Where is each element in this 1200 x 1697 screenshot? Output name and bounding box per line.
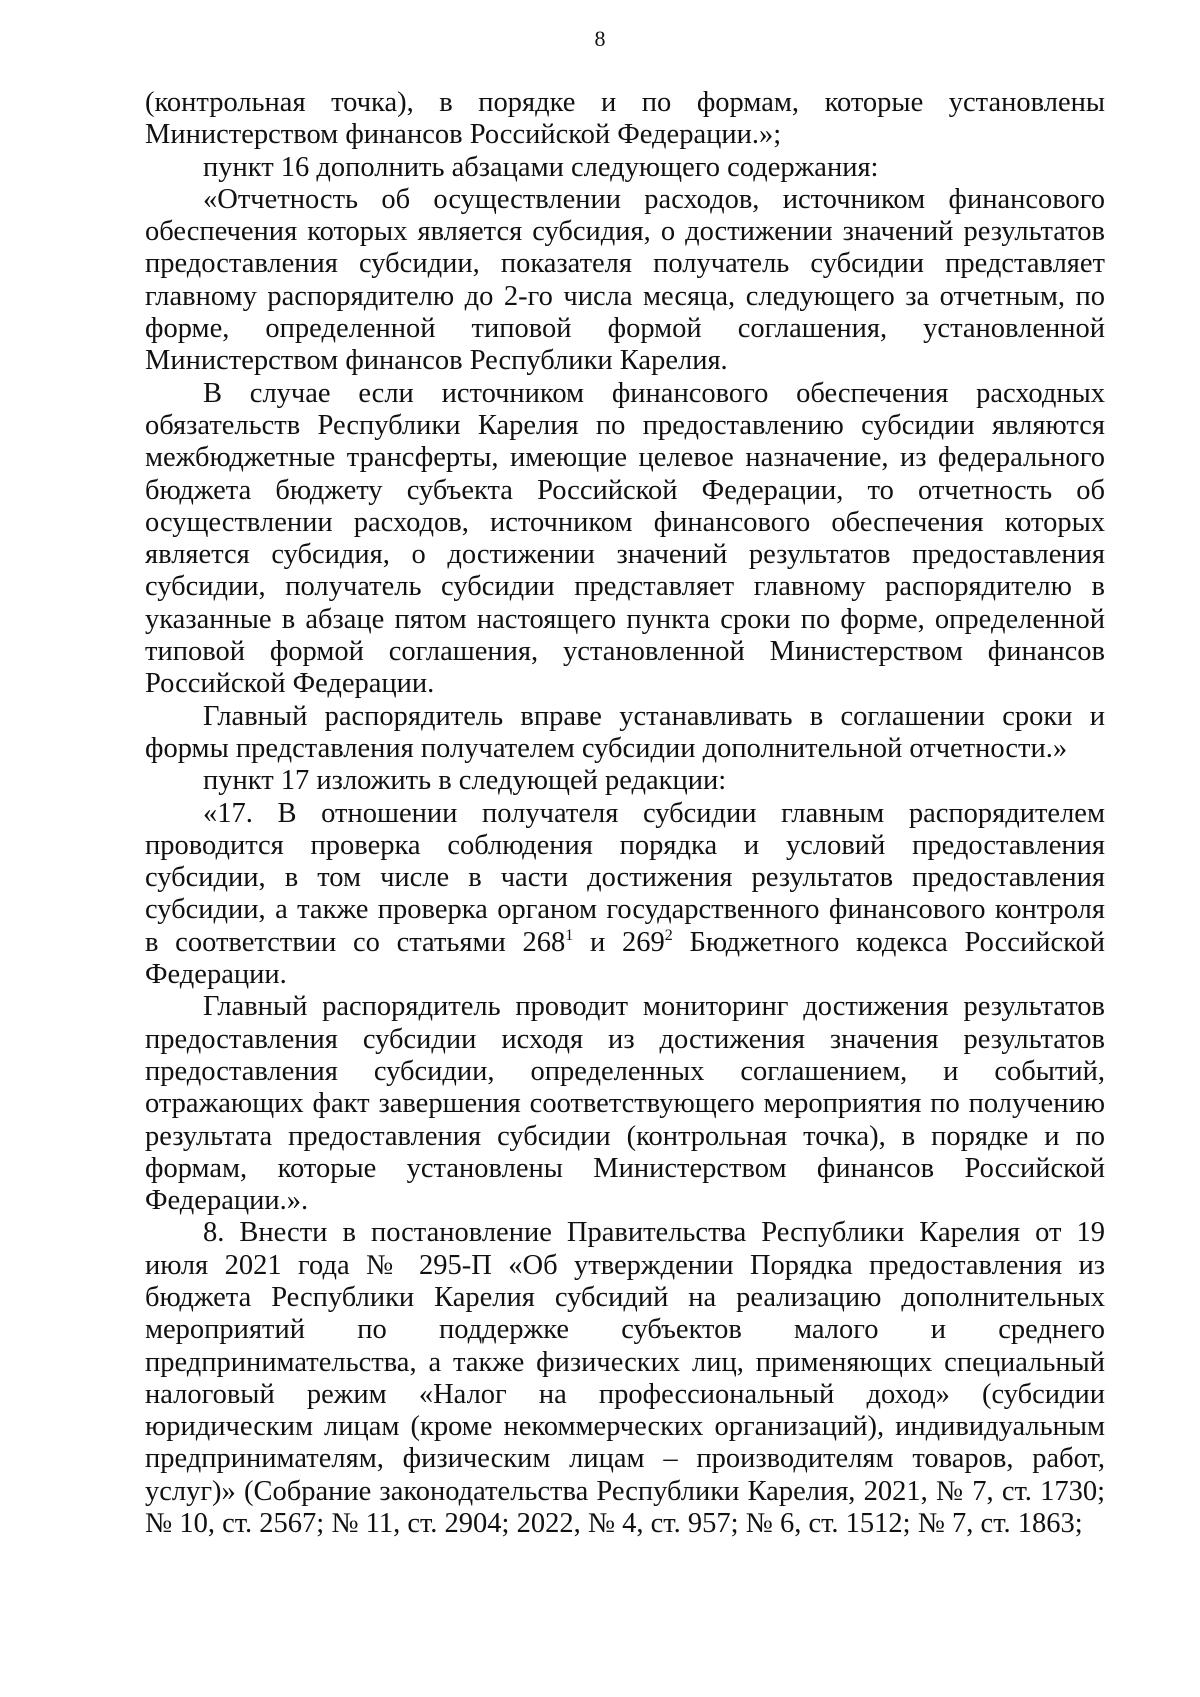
paragraph-6: пункт 17 изложить в следующей редакции: [203,765,727,797]
paragraph-9: 8. Внести в постановление Правительства Республики Карелия от 19 июля 2021 года № 295-П «Об утверждении Порядка предоставления из бюджета Республики Карелия субсидий на реализацию дополнительных мероприятий по поддержке субъектов малого и среднего предпринимательства, а также физических лиц, применяющих специальный налоговый режим «Налог на профессиональный доход» (субсидии юридическим лицам (кроме некоммерческих организаций), индивидуальным предпринимателям, физическим лицам – производителям товаров, работ, услуг)» (Собрание законодательства Республики Карелия, 2021, № 7, ст. 1730; № 10, ст. 2567; № 11, ст. 2904; 2022, № 4, ст. 957; № 6, ст. 1512; № 7, ст. 1863; [145,1217,1105,1540]
paragraph-3: «Отчетность об осуществлении расходов, источником финансового обеспечения которых является субсидия, о достижении значений результатов предоставления субсидии, показателя получатель субсидии представляет главному распорядителю до 2-го числа месяца, следующего за отчетным, по форме, определенной типовой формой соглашения, установленной Министерством финансов Республики Карелия. [145,183,1105,377]
paragraph-7 [145,798,1105,992]
paragraph-7-text-end: Бюджетного кодекса Российской Федерации. [145,926,1105,991]
page-number: 8 [594,26,606,51]
paragraph-5: Главный распорядитель вправе устанавливать в соглашении сроки и формы представления получателем субсидии дополнительной отчетности.» [145,700,1105,764]
paragraph-2: пункт 16 дополнить абзацами следующего содержания: [203,151,879,183]
article-superscript-2: 2 [664,926,673,944]
paragraph-7-text-middle: и 269 [573,926,665,958]
article-superscript-1: 1 [565,926,574,944]
paragraph-7-text-start: «17. В отношении получателя субсидии главным распорядителем проводится проверка соблюдения порядка и условий предоставления субсидии, в том числе в части достижения результатов предоставления субсидии, а также проверка органом государственного финансового контроля в соответствии со статьями 268 [145,797,1105,958]
paragraph-1: (контрольная точка), в порядке и по формам, которые установлены Министерством финансов Российской Федерации.»; [145,87,1105,151]
paragraph-4: В случае если источником финансового обеспечения расходных обязательств Республики Карелия по предоставлению субсидии являются межбюджетные трансферты, имеющие целевое назначение, из федерального бюджета бюджету субъекта Российской Федерации, то отчетность об осуществлении расходов, источником финансового обеспечения которых является субсидия, о достижении значений результатов предоставления субсидии, получатель субсидии представляет главному распорядителю в указанные в абзаце пятом настоящего пункта сроки по форме, определенной типовой формой соглашения, установленной Министерством финансов Российской Федерации. [145,377,1105,700]
document-body [145,87,1105,1540]
paragraph-8: Главный распорядитель проводит мониторинг достижения результатов предоставления субсидии исходя из достижения значения результатов предоставления субсидии, определенных соглашением, и событий, отражающих факт завершения соответствующего мероприятия по получению результата предоставления субсидии (контрольная точка), в порядке и по формам, которые установлены Министерством финансов Российской Федерации.». [145,991,1105,1217]
